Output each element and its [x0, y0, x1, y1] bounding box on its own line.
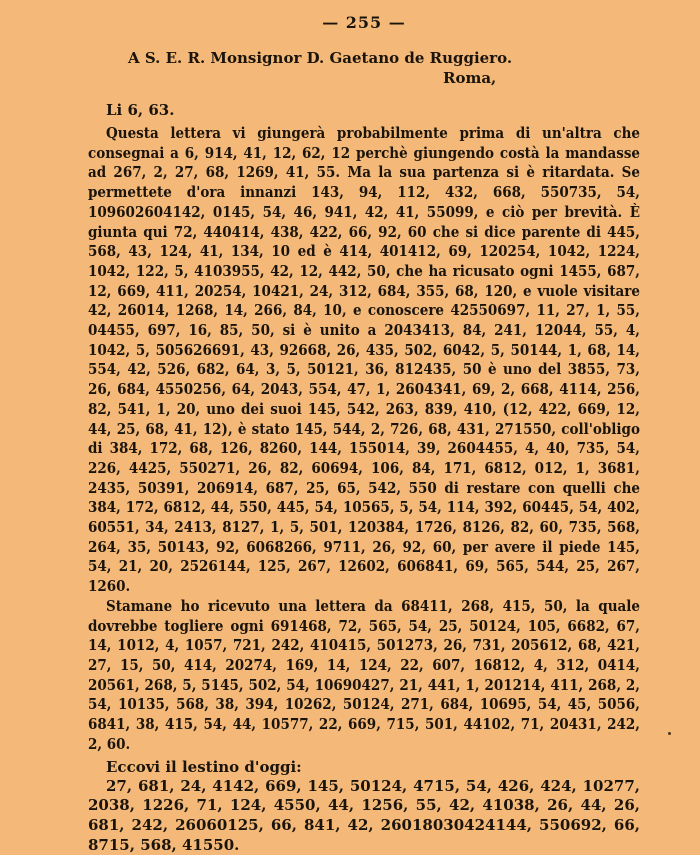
scan-speck	[668, 732, 671, 735]
paragraph-2: Stamane ho ricevuto una lettera da 68411, 268, 415, 50, la quale dovrebbe togliere ogni 691468, 72, 565, 54, 25, 50124, 105, 6682, 67, 14, 1012, 4, 1057, 721, 242, 410415, 501273, 26, 731, 205612, 68, 421, 27, 15, 50, 414, 20274, 169, 14, 124, 22, 607, 16812, 4, 312, 0414, 20561, 268, 5, 5145, 502, 54, 10690427, 21, 441, 1, 201214, 411, 268, 2, 54, 10135, 568, 38, 394, 10262, 50124, 271, 684, 10695, 54, 45, 5056, 6841, 38, 415, 54, 44, 10577, 22, 669, 715, 501, 44102, 71, 20431, 242, 2, 60.	[88, 597, 640, 755]
letter-addressee: A S. E. R. Monsignor D. Gaetano de Ruggiero.	[128, 48, 640, 68]
letter-date: Li 6, 63.	[106, 100, 640, 120]
page-number: — 255 —	[88, 12, 640, 34]
list-lead-line: Eccovi il lestino d'oggi:	[106, 757, 640, 777]
paragraph-1: Questa lettera vi giungerà probabilmente prima di un'altra che consegnai a 6, 914, 41, 12, 62, 12 perchè giungendo costà la mandasse ad 267, 2, 27, 68, 1269, 41, 55. Ma la sua partenza si è ritardata. Se permettete d'ora innanzi 143, 94, 112, 432, 668, 550735, 54, 109602604142, 0145, 54, 46, 941, 42, 41, 55099, e ciò per brevità. È giunta qui 72, 440414, 438, 422, 66, 92, 60 che si dice parente di 445, 568, 43, 124, 41, 134, 10 ed è 414, 401412, 69, 120254, 1042, 1224, 1042, 122, 5, 4103955, 42, 12, 442, 50, che ha ricusato ogni 1455, 687, 12, 669, 411, 20254, 10421, 24, 312, 684, 355, 68, 120, e vuole visitare 42, 26014, 1268, 14, 266, 84, 10, e conoscere 42550697, 11, 27, 1, 55, 04455, 697, 16, 85, 50, si è unito a 2043413, 84, 241, 12044, 55, 4, 1042, 5, 505626691, 43, 92668, 26, 435, 502, 6042, 5, 50144, 1, 68, 14, 554, 42, 526, 682, 64, 3, 5, 50121, 36, 812435, 50 è uno del 3855, 73, 26, 684, 4550256, 64, 2043, 554, 47, 1, 2604341, 69, 2, 668, 4114, 256, 82, 541, 1, 20, uno dei suoi 145, 542, 263, 839, 410, (12, 422, 669, 12, 44, 25, 68, 41, 12), è stato 145, 544, 2, 726, 68, 431, 271550, coll'obligo di 384, 172, 68, 126, 8260, 144, 155014, 39, 2604455, 4, 40, 735, 54, 226, 4425, 550271, 26, 82, 60694, 106, 84, 171, 6812, 012, 1, 3681, 2435, 50391, 206914, 687, 25, 65, 542, 550 di restare con quelli che 384, 172, 6812, 44, 550, 445, 54, 10565, 5, 54, 114, 392, 60445, 54, 402, 60551, 34, 2413, 8127, 1, 5, 501, 120384, 1726, 8126, 82, 60, 735, 568, 264, 35, 50143, 92, 6068266, 9711, 26, 92, 60, per avere il piede 145, 54, 21, 20, 2526144, 125, 267, 12602, 606841, 69, 565, 544, 25, 267, 1260.	[88, 124, 640, 597]
letter-city: Roma,	[443, 68, 640, 88]
numbers-block: 27, 681, 24, 4142, 669, 145, 50124, 4715, 54, 426, 424, 10277, 2038, 1226, 71, 124, 4550, 44, 1256, 55, 42, 41038, 26, 44, 26, 681, 242, 26060125, 66, 841, 42, 26018030424144, 550692, 66, 8715, 568, 41550.	[88, 777, 640, 855]
